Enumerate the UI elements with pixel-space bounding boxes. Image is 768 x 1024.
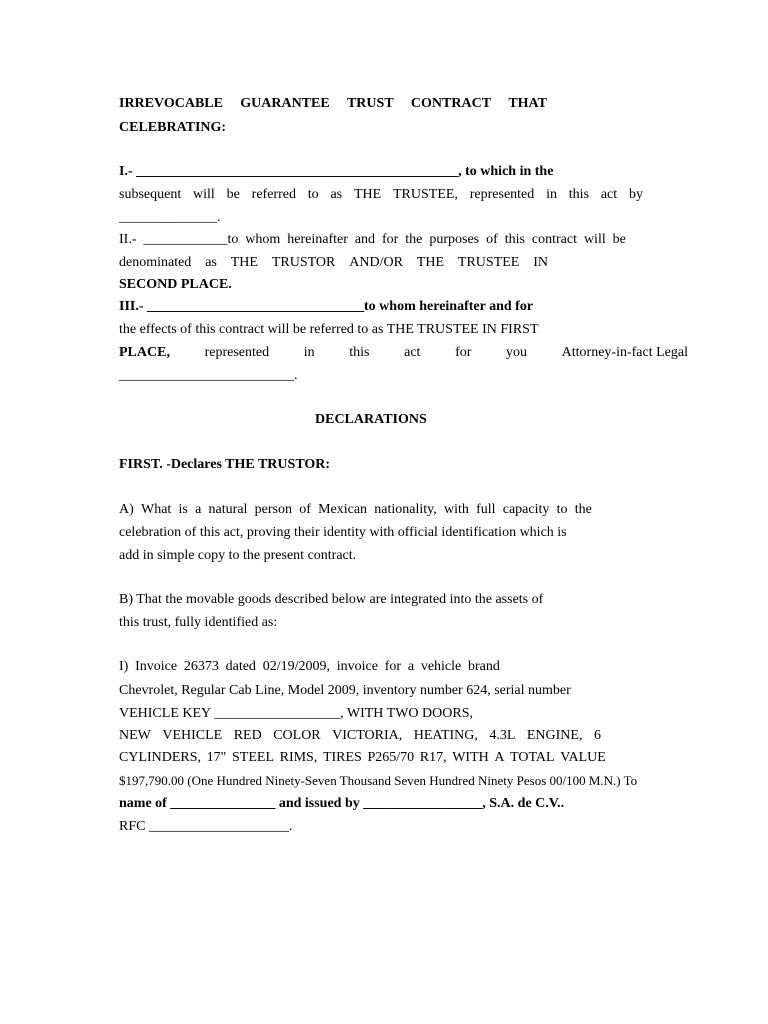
word: with [443, 502, 469, 517]
word: THE [353, 187, 382, 202]
party2-line1 [119, 232, 626, 248]
word: ENGINE, [526, 728, 583, 743]
word: brand [468, 659, 500, 674]
word: capacity [502, 502, 550, 517]
word: AND/OR [349, 255, 403, 270]
word: for [382, 232, 399, 247]
word: contract [531, 232, 577, 247]
word: 4.3L [489, 728, 516, 743]
word: RED [233, 728, 262, 743]
word: HEATING, [413, 728, 478, 743]
word: be [226, 187, 240, 202]
party3-line2: the effects of this contract will be referred to as THE TRUSTEE IN FIRST [119, 322, 539, 337]
party3-attorney-blank: _________________________. [119, 368, 298, 383]
word: STEEL [232, 750, 274, 765]
word: this [349, 345, 370, 360]
declaration-b-line2: this trust, fully identified as: [119, 615, 278, 630]
word: for [455, 345, 472, 360]
word: Invoice [135, 659, 178, 674]
word: full [476, 502, 496, 517]
word: Attorney-in-fact Legal [561, 345, 688, 360]
word: whom [245, 232, 281, 247]
contract-title [119, 96, 547, 112]
word: TRUSTOR [271, 255, 336, 270]
word: VALUE [560, 750, 606, 765]
party1-name-blank: ______________________________________________, to which in the [136, 164, 554, 179]
word: as [330, 187, 343, 202]
word: and [354, 232, 376, 247]
invoice-line7: name of _______________ and issued by _________________, S.A. de C.V.. [119, 796, 565, 811]
word: 02/19/2009, [262, 659, 330, 674]
invoice-line6: $197,790.00 (One Hundred Ninety-Seven Thousand Seven Hundred Ninety Pesos 00/100 M.N.) To [119, 773, 638, 788]
party1-line1 [119, 164, 553, 180]
word: A [494, 750, 505, 765]
word: denominated [119, 255, 192, 270]
word: P265/70 [367, 750, 415, 765]
word: 26373 [183, 659, 219, 674]
word: this [504, 232, 525, 247]
declaration-a-line1 [119, 502, 592, 518]
word: to [307, 187, 319, 202]
word: as [205, 255, 217, 270]
word: invoice [336, 659, 378, 674]
invoice-line3: VEHICLE KEY __________________, WITH TWO DOORS, [119, 706, 473, 721]
word: referred [251, 187, 296, 202]
word: TRUST [346, 96, 394, 111]
word: RIMS, [279, 750, 318, 765]
party2-line3: SECOND PLACE. [119, 277, 232, 292]
word: act [600, 187, 618, 202]
word: a [195, 502, 202, 517]
word: GUARANTEE [240, 96, 330, 111]
party3-name-blank: _______________________________to whom hereinafter and for [147, 299, 534, 314]
declaration-a-line2: celebration of this act, proving their identity with official identification which is [119, 525, 567, 540]
word: dated [225, 659, 256, 674]
word: to [556, 502, 568, 517]
word: A) [119, 502, 134, 517]
word: Mexican [318, 502, 368, 517]
word: will [583, 232, 606, 247]
word: person [254, 502, 292, 517]
word: vehicle [420, 659, 462, 674]
word: in [303, 345, 315, 360]
word: I) [119, 659, 129, 674]
word: IN [533, 255, 548, 270]
invoice-line5 [119, 750, 606, 766]
party3-line1 [119, 299, 533, 315]
first-declaration-heading: FIRST. -Declares THE TRUSTOR: [119, 457, 331, 472]
word: CYLINDERS, [119, 750, 202, 765]
word: VICTORIA, [332, 728, 403, 743]
word: THAT [508, 96, 547, 111]
party2-line2 [119, 255, 548, 271]
word: THE [230, 255, 258, 270]
party3-label: III.- [119, 299, 148, 314]
declaration-a-line3: add in simple copy to the present contract. [119, 548, 357, 563]
declarations-heading: DECLARATIONS [315, 412, 427, 427]
word: hereinafter [287, 232, 348, 247]
word: be [612, 232, 626, 247]
word: R17, [419, 750, 447, 765]
invoice-rfc-line: RFC ____________________. [119, 819, 293, 834]
word: is [178, 502, 188, 517]
invoice-line1 [119, 659, 500, 675]
party1-representative-blank: ______________. [119, 210, 221, 225]
word: of [486, 232, 498, 247]
word: ____________to [143, 232, 239, 247]
word: by [628, 187, 643, 202]
word: What [141, 502, 172, 517]
party1-line2 [119, 187, 643, 203]
word: natural [208, 502, 248, 517]
word: THE [416, 255, 445, 270]
word: TIRES [322, 750, 362, 765]
word: nationality, [374, 502, 437, 517]
party3-line3 [119, 345, 688, 361]
invoice-line4 [119, 728, 601, 744]
word: represented [204, 345, 270, 360]
word: WITH [452, 750, 489, 765]
party3-place-label: PLACE, [119, 345, 170, 360]
word: 17" [206, 750, 227, 765]
party1-label: I.- [119, 164, 137, 179]
word: of [299, 502, 311, 517]
word: TRUSTEE [457, 255, 520, 270]
word: subsequent [119, 187, 182, 202]
word: for [384, 659, 402, 674]
word: purposes [429, 232, 480, 247]
word: CONTRACT [410, 96, 492, 111]
word: the [574, 502, 592, 517]
word: will [193, 187, 215, 202]
word: in [546, 187, 557, 202]
word: TRUSTEE, [392, 187, 458, 202]
contract-title-line2: CELEBRATING: [119, 120, 227, 135]
word: VEHICLE [162, 728, 223, 743]
word: the [405, 232, 423, 247]
word: IRREVOCABLE [119, 96, 223, 111]
word: this [568, 187, 590, 202]
word: represented [469, 187, 535, 202]
declaration-b-line1: B) That the movable goods described below are integrated into the assets of [119, 592, 544, 607]
invoice-line2: Chevrolet, Regular Cab Line, Model 2009, inventory number 624, serial number [119, 683, 571, 698]
word: TOTAL [510, 750, 555, 765]
word: a [407, 659, 415, 674]
word: 6 [593, 728, 601, 743]
word: NEW [119, 728, 151, 743]
word: you [506, 345, 528, 360]
word: act [404, 345, 421, 360]
word: COLOR [273, 728, 321, 743]
word: II.- [119, 232, 137, 247]
